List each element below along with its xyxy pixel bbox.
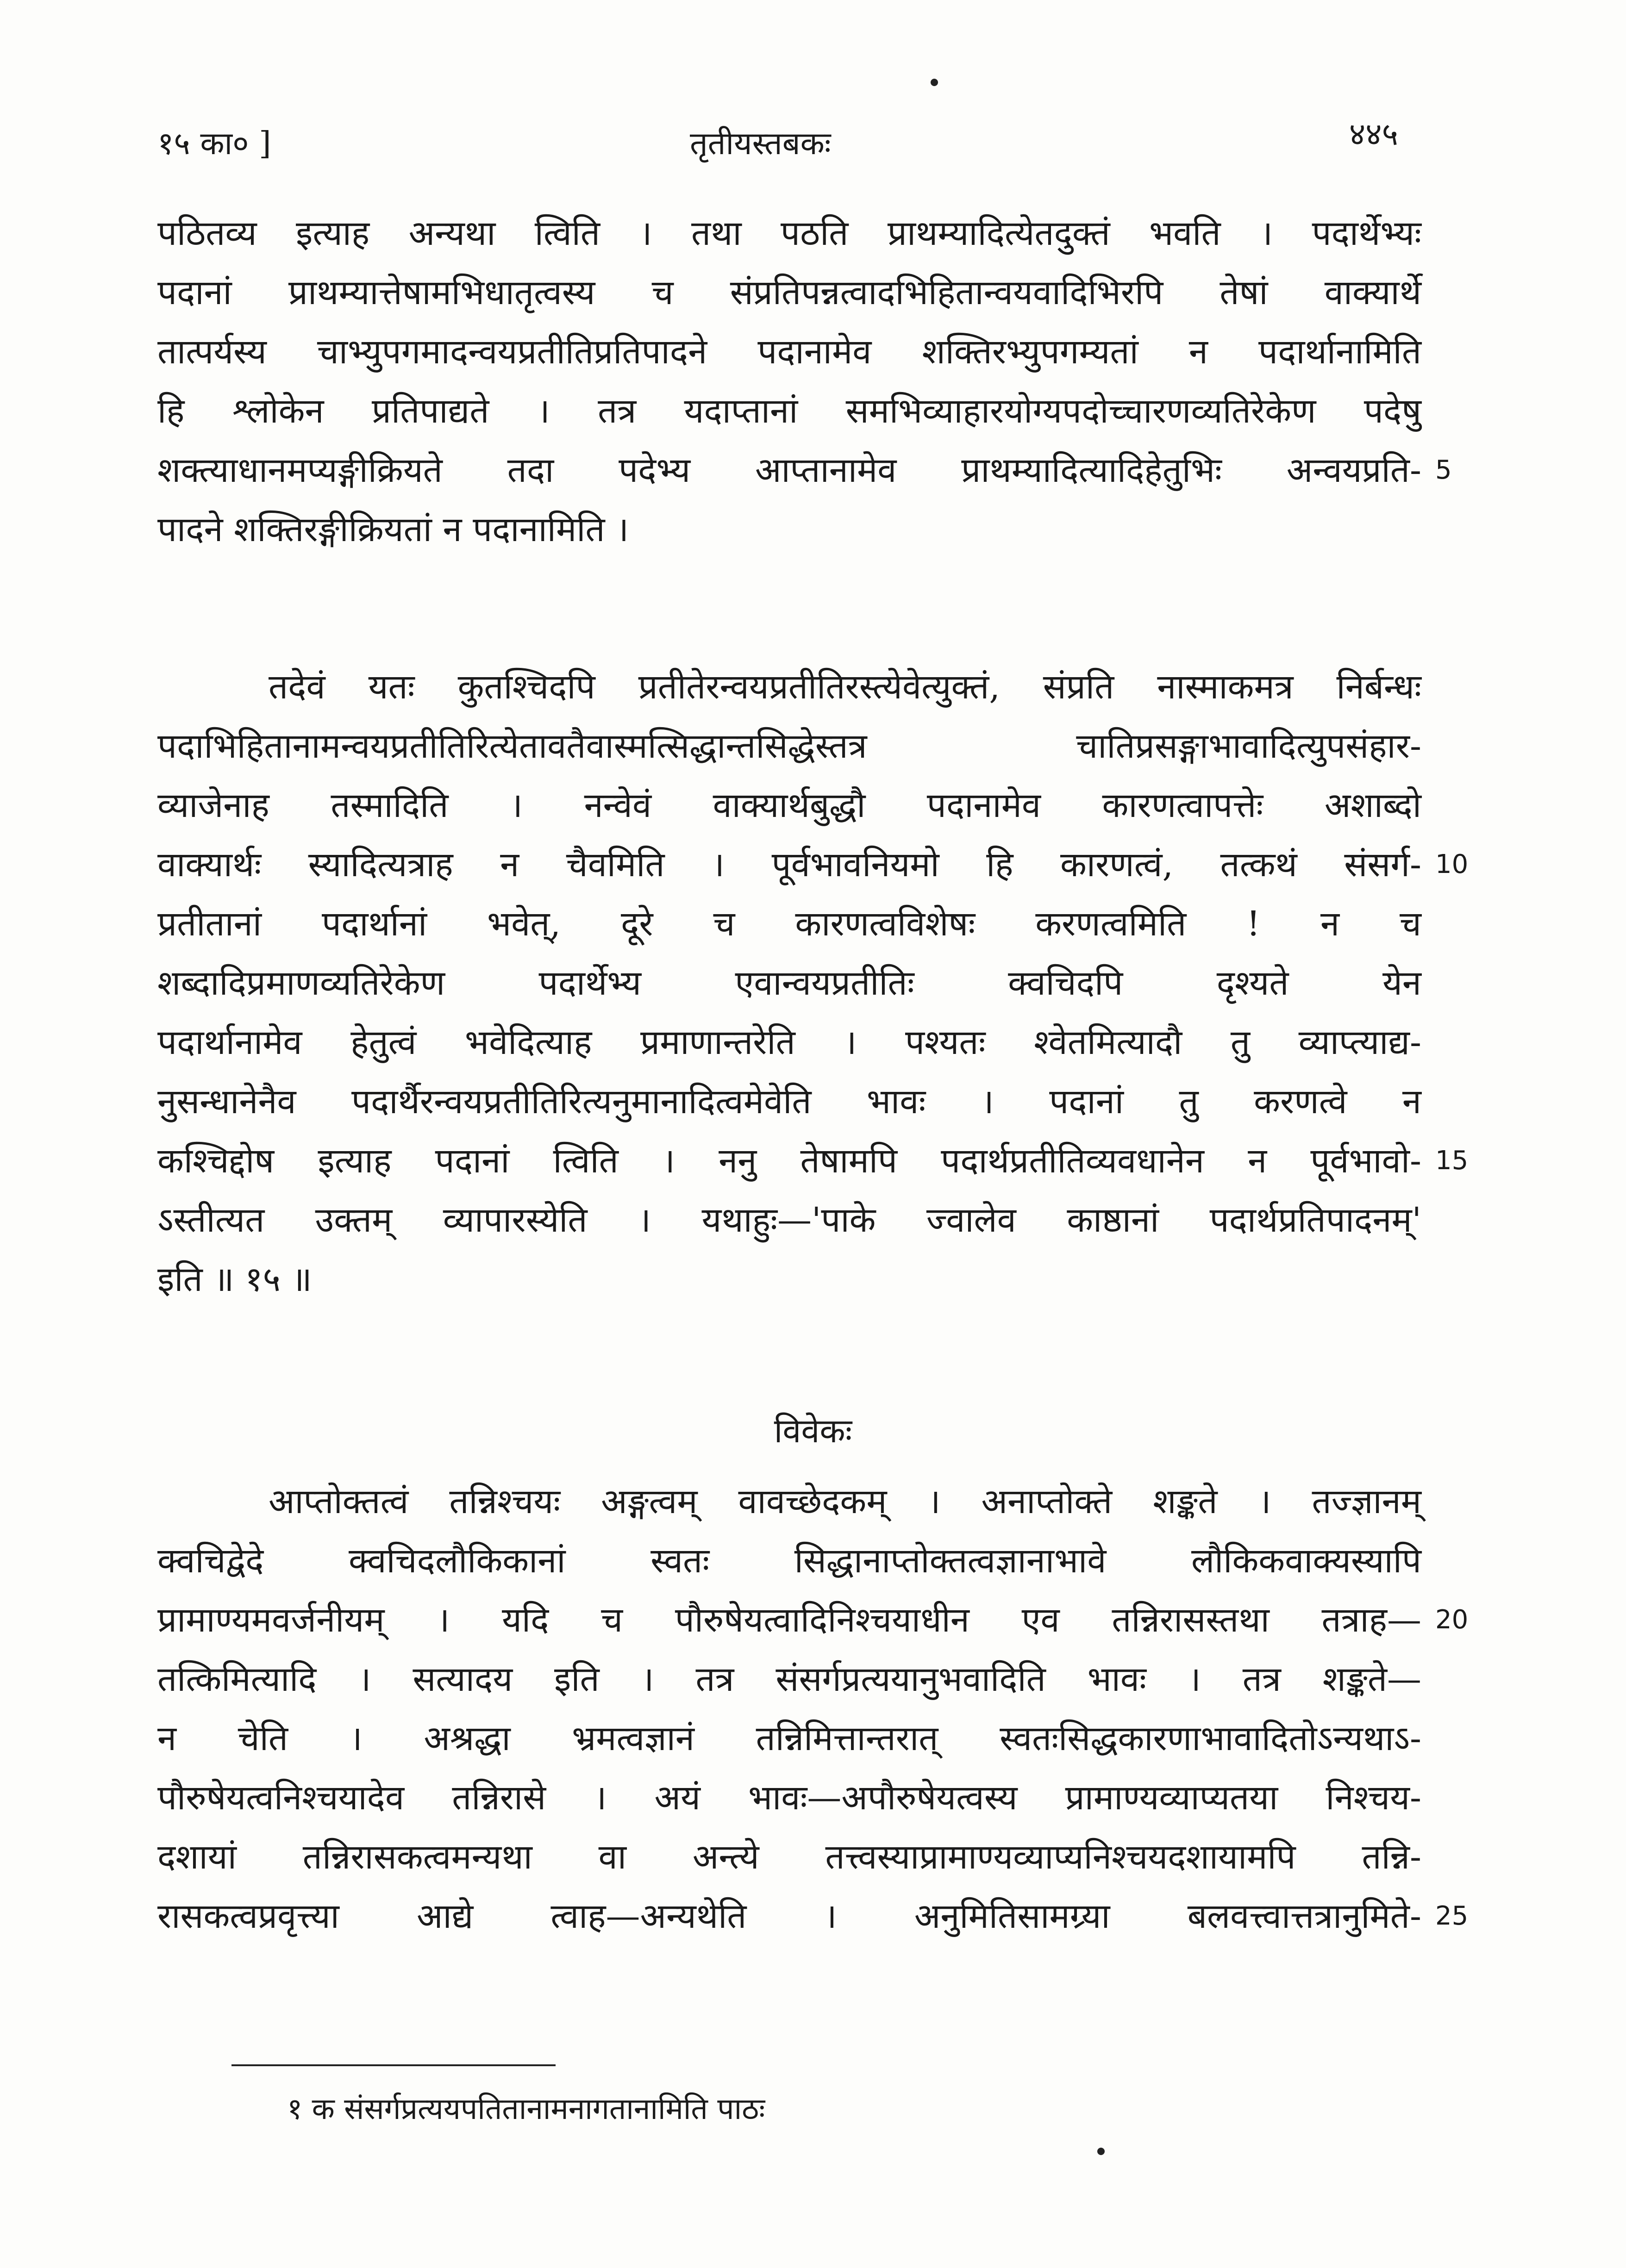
text-line (157, 953, 1421, 1013)
line-text: आप्तोक्तत्वं तन्निश्चयः अङ्गत्वम् वावच्छेदकम् । अनाप्तोक्ते शङ्कते । तज्ज्ञानम् (269, 1482, 1421, 1521)
text-line (157, 1072, 1421, 1131)
text-line (157, 322, 1421, 381)
text-line (157, 1709, 1421, 1768)
text-line (157, 500, 1421, 559)
text-line (157, 1190, 1421, 1250)
ink-speck (1097, 2148, 1105, 2155)
footnote-rule (231, 2064, 556, 2066)
text-line (157, 1768, 1421, 1827)
line-text: तात्पर्यस्य चाभ्युपगमादन्वयप्रतीतिप्रतिपादने पदानामेव शक्तिरभ्युपगम्यतां न पदार्थानामिति (157, 332, 1421, 372)
line-text: रासकत्वप्रवृत्त्या आद्ये त्वाह—अन्यथेति । अनुमितिसामग्र्या बलवत्त्वात्तत्रानुमिते- (157, 1896, 1421, 1936)
line-text: पदाभिहितानामन्वयप्रतीतिरित्येतावतैवास्मत्सिद्धान्तसिद्धेस्तत्र चातिप्रसङ्गाभावादित्युपसंहार- (157, 726, 1421, 766)
text-line (157, 1472, 1421, 1531)
text-line (157, 776, 1421, 835)
line-text: पदानां प्राथम्यात्तेषामभिधातृत्वस्य च संप्रतिपन्नत्वादभिहितान्वयवादिभिरपि तेषां वाक्यार्थे (157, 273, 1421, 312)
commentary-block-1 (157, 204, 1452, 559)
line-text: पठितव्य इत्याह अन्यथा त्विति । तथा पठति प्राथम्यादित्येतदुक्तं भवति । पदार्थेभ्यः (157, 213, 1421, 253)
text-line (157, 204, 1421, 263)
text-line (157, 1131, 1469, 1190)
text-line (157, 657, 1421, 717)
line-text: हि श्लोकेन प्रतिपाद्यते । तत्र यदाप्तानां समभिव्याहारयोग्यपदोच्चारणव्यतिरेकेण पदेषु (157, 391, 1421, 431)
viveka-block (157, 1472, 1469, 1946)
line-text: पदार्थानामेव हेतुत्वं भवेदित्याह प्रमाणान्तरेति । पश्यतः श्वेतमित्यादौ तु व्याप्त्याद्य- (157, 1022, 1421, 1062)
line-text: इति ॥ १५ ॥ (157, 1259, 312, 1299)
section-title: विवेकः (774, 1411, 852, 1450)
text-line (157, 1531, 1421, 1590)
line-text: ऽस्तीत्यत उक्तम् व्यापारस्येति । यथाहुः—'पाके ज्वालेव काष्ठानां पदार्थप्रतिपादनम्' (157, 1200, 1421, 1240)
line-number: 15 (1435, 1146, 1469, 1176)
text-line (157, 381, 1421, 441)
line-number: 5 (1435, 455, 1452, 485)
line-text: प्रामाण्यमवर्जनीयम् । यदि च पौरुषेयत्वादिनिश्चयाधीन एव तन्निरासस्तथा तत्राह— (157, 1600, 1421, 1640)
line-text: क्वचिद्वेदे क्वचिदलौकिकानां स्वतः सिद्धानाप्तोक्तत्वज्ञानाभावे लौकिकवाक्यस्यापि (157, 1541, 1421, 1581)
ink-speck (931, 79, 938, 86)
text-line (157, 1013, 1421, 1072)
line-text: व्याजेनाह तस्मादिति । नन्वेवं वाक्यार्थबुद्धौ पदानामेव कारणत्वापत्तेः अशाब्दो (157, 785, 1421, 825)
line-text: शब्दादिप्रमाणव्यतिरेकेण पदार्थेभ्य एवान्वयप्रतीतिः क्वचिदपि दृश्यते येन (157, 963, 1421, 1003)
line-number: 20 (1435, 1605, 1469, 1635)
line-text: न चेति । अश्रद्धा भ्रमत्वज्ञानं तन्निमित्तान्तरात् स्वतःसिद्धकारणाभावादितोऽन्यथाऽ- (157, 1719, 1421, 1758)
line-text: तदेवं यतः कुतश्चिदपि प्रतीतेरन्वयप्रतीतिरस्त्येवेत्युक्तं, संप्रति नास्माकमत्र निर्बन्धः (269, 667, 1421, 707)
text-line (157, 263, 1421, 322)
text-line (157, 1827, 1421, 1887)
text-line (157, 1250, 1421, 1309)
line-text: शक्त्याधानमप्यङ्गीक्रियते तदा पदेभ्य आप्तानामेव प्राथम्यादित्यादिहेतुभिः अन्वयप्रति- (157, 450, 1421, 490)
text-line (157, 717, 1421, 776)
commentary-block-2 (157, 657, 1469, 1309)
line-text: दशायां तन्निरासकत्वमन्यथा वा अन्त्ये तत्त्वस्याप्रामाण्यव्याप्यनिश्चयदशायामपि तन्नि- (157, 1837, 1421, 1877)
line-text: कश्चिद्दोष इत्याह पदानां त्विति । ननु तेषामपि पदार्थप्रतीतिव्यवधानेन न पूर्वभावो- (157, 1141, 1421, 1181)
line-number: 10 (1435, 849, 1469, 879)
line-text: नुसन्धानेनैव पदार्थैरन्वयप्रतीतिरित्यनुमानादित्वमेवेति भावः । पदानां तु करणत्वे न (157, 1082, 1421, 1122)
text-line (157, 1887, 1469, 1946)
page-number: ४४५ (1349, 116, 1398, 153)
text-line (157, 1650, 1421, 1709)
line-text: वाक्यार्थः स्यादित्यत्राह न चैवमिति । पूर्वभावनियमो हि कारणत्वं, तत्कथं संसर्ग- (157, 845, 1421, 885)
line-text: पादने शक्तिरङ्गीक्रियतां न पदानामिति । (157, 510, 629, 549)
line-text: पौरुषेयत्वनिश्चयादेव तन्निरासे । अयं भावः—अपौरुषेयत्वस्य प्रामाण्यव्याप्यतया निश्चय- (157, 1778, 1421, 1818)
text-line (157, 441, 1452, 500)
text-line (157, 894, 1421, 953)
header-title: तृतीयस्तबकः (690, 125, 831, 162)
running-header (157, 111, 1398, 167)
line-number: 25 (1435, 1901, 1469, 1931)
header-left: १५ का० ] (157, 125, 271, 162)
text-line (157, 835, 1469, 894)
line-text: प्रतीतानां पदार्थानां भवेत्, दूरे च कारणत्वविशेषः करणत्वमिति ! न च (157, 904, 1421, 944)
line-text: तत्किमित्यादि । सत्यादय इति । तत्र संसर्गप्रत्ययानुभवादिति भावः । तत्र शङ्कते— (157, 1659, 1421, 1699)
footnote: १ क संसर्गप्रत्ययपतितानामनागतानामिति पाठः (287, 2092, 765, 2126)
text-line (157, 1590, 1469, 1650)
